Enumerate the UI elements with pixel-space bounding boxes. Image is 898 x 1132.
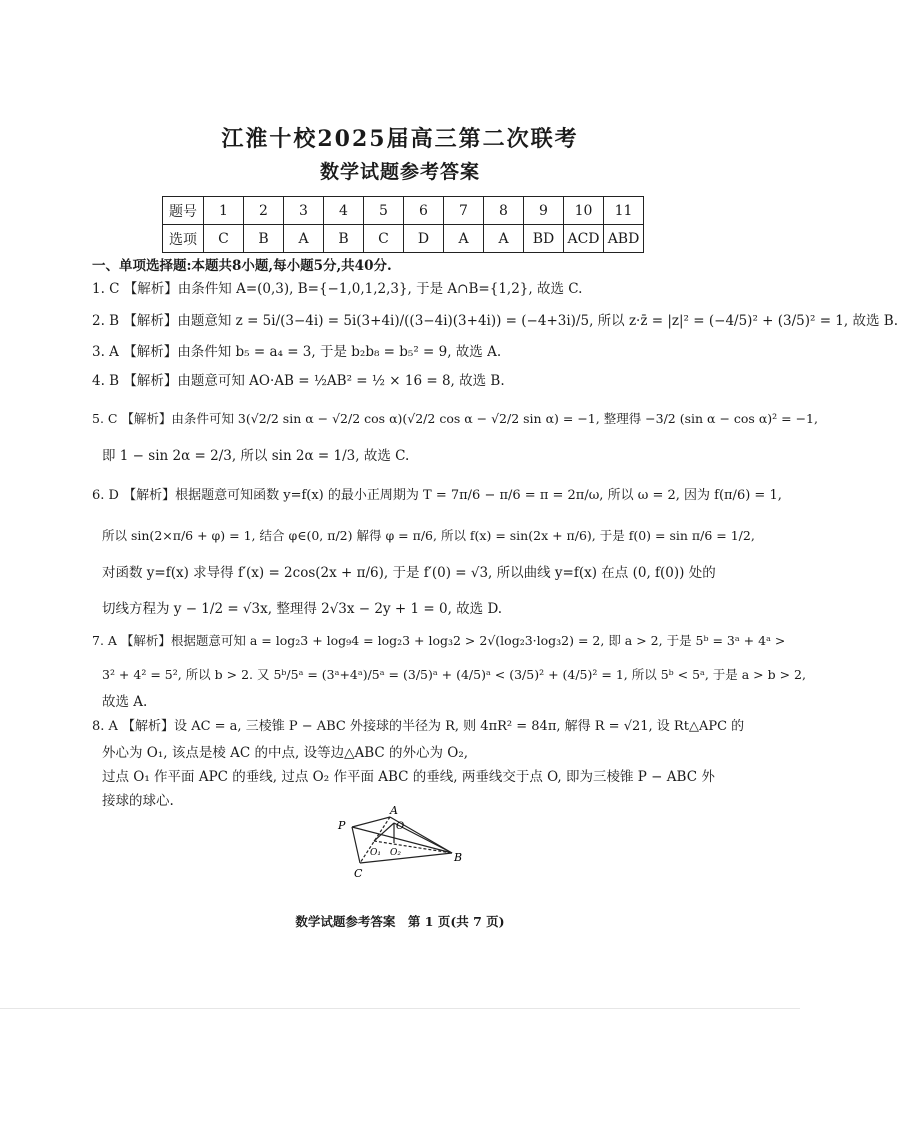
solution-line: 4. B 【解析】由题意可知 AO·AB = ½AB² = ½ × 16 = 8, 故选 B. xyxy=(92,373,505,389)
solution-line: 3² + 4² = 5², 所以 b > 2. 又 5ᵇ/5ᵃ = (3ᵃ+4ᵃ)/5ᵃ = (3/5)ᵃ + (4/5)ᵃ < (3/5)² + (4/5)² = 1, 所以 5ᵇ < 5ᵃ, 于是 a > b > 2, xyxy=(102,667,806,682)
table-cell: ABD xyxy=(604,225,644,253)
table-cell: 10 xyxy=(564,197,604,225)
row-label-answer: 选项 xyxy=(163,225,204,253)
solution-line: 过点 O₁ 作平面 APC 的垂线, 过点 O₂ 作平面 ABC 的垂线, 两垂线交于点 O, 即为三棱锥 P − ABC 外 xyxy=(102,769,715,785)
label-c: C xyxy=(354,867,363,880)
solution-line: 故选 A. xyxy=(102,694,148,710)
solution-line: 3. A 【解析】由条件知 b₅ = a₄ = 3, 于是 b₂b₈ = b₅² = 9, 故选 A. xyxy=(92,344,502,360)
edge-pc xyxy=(352,827,360,863)
table-cell: 4 xyxy=(324,197,364,225)
table-cell: B xyxy=(244,225,284,253)
table-cell: C xyxy=(204,225,244,253)
solution-line: 6. D 【解析】根据题意可知函数 y=f(x) 的最小正周期为 T = 7π/6 − π/6 = π = 2π/ω, 所以 ω = 2, 因为 f(π/6) = 1, xyxy=(92,488,782,503)
label-o2: O₂ xyxy=(390,848,401,858)
solution-line: 即 1 − sin 2α = 2/3, 所以 sin 2α = 1/3, 故选 C. xyxy=(102,448,410,464)
label-b: B xyxy=(454,851,463,864)
table-cell: A xyxy=(484,225,524,253)
row-label-number: 题号 xyxy=(163,197,204,225)
solution-line: 1. C 【解析】由条件知 A=(0,3), B={−1,0,1,2,3}, 于是 A∩B={1,2}, 故选 C. xyxy=(92,281,583,297)
label-o: O xyxy=(396,821,405,832)
table-cell: 3 xyxy=(284,197,324,225)
solution-line: 8. A 【解析】设 AC = a, 三棱锥 P − ABC 外接球的半径为 R, 则 4πR² = 84π, 解得 R = √21, 设 Rt△APC 的 xyxy=(92,719,745,734)
solution-line: 切线方程为 y − 1/2 = √3x, 整理得 2√3x − 2y + 1 = 0, 故选 D. xyxy=(102,601,503,617)
table-cell: C xyxy=(364,225,404,253)
solution-line: 接球的球心. xyxy=(102,793,174,809)
page-footer: 数学试题参考答案 第 1 页(共 7 页) xyxy=(295,914,505,929)
solution-line: 对函数 y=f(x) 求导得 f′(x) = 2cos(2x + π/6), 于是 f′(0) = √3, 所以曲线 y=f(x) 在点 (0, f(0)) 处的 xyxy=(102,565,716,581)
page-subtitle: 数学试题参考答案 xyxy=(319,161,480,183)
solution-line: 所以 sin(2×π/6 + φ) = 1, 结合 φ∈(0, π/2) 解得 φ = π/6, 所以 f(x) = sin(2x + π/6), 于是 f(0) = sin π/6 = 1/2, xyxy=(102,528,755,543)
table-cell: 9 xyxy=(524,197,564,225)
label-a: A xyxy=(390,804,398,817)
table-cell: B xyxy=(324,225,364,253)
solution-line: 7. A 【解析】根据题意可知 a = log₂3 + log₉4 = log₂3 + log₃2 > 2√(log₂3·log₃2) = 2, 即 a > 2, 于是 5ᵇ = 3ᵃ + 4ᵃ > xyxy=(92,633,786,648)
table-cell: D xyxy=(404,225,444,253)
table-cell: A xyxy=(284,225,324,253)
table-cell: BD xyxy=(524,225,564,253)
table-cell: 11 xyxy=(604,197,644,225)
table-cell: 6 xyxy=(404,197,444,225)
table-cell: 5 xyxy=(364,197,404,225)
table-cell: 7 xyxy=(444,197,484,225)
table-cell: A xyxy=(444,225,484,253)
answer-table xyxy=(162,196,644,253)
tetrahedron-diagram xyxy=(330,805,470,880)
solution-line: 外心为 O₁, 该点是棱 AC 的中点, 设等边△ABC 的外心为 O₂, xyxy=(102,745,469,761)
table-cell: 2 xyxy=(244,197,284,225)
table-cell: 1 xyxy=(204,197,244,225)
table-cell: ACD xyxy=(564,225,604,253)
label-p: P xyxy=(338,819,346,832)
answer-row xyxy=(163,225,644,253)
table-cell: 8 xyxy=(484,197,524,225)
section-heading: 一、单项选择题:本题共8小题,每小题5分,共40分. xyxy=(92,258,392,274)
label-o1: O₁ xyxy=(370,848,381,858)
question-number-row xyxy=(163,197,644,225)
page-divider xyxy=(0,1008,800,1009)
solution-line: 5. C 【解析】由条件可知 3(√2/2 sin α − √2/2 cos α)(√2/2 cos α − √2/2 sin α) = −1, 整理得 −3/2 (sin α − cos α)² = −1, xyxy=(92,411,818,426)
solution-line: 2. B 【解析】由题意知 z = 5i/(3−4i) = 5i(3+4i)/((3−4i)(3+4i)) = (−4+3i)/5, 所以 z·z̄ = |z|² = (−4/5)² + (3/5)² = 1, 故选 B. xyxy=(92,313,898,329)
page-title: 江淮十校2025届高三第二次联考 xyxy=(221,126,579,152)
